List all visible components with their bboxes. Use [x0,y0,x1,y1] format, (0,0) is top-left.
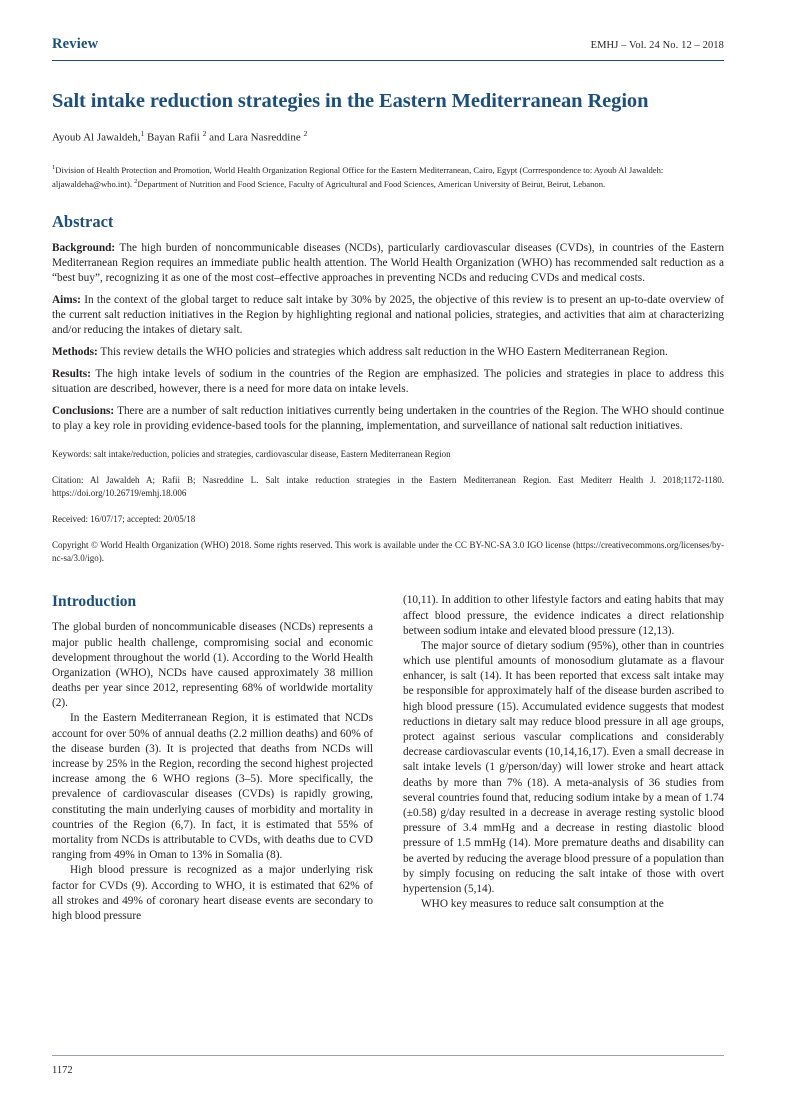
abstract-text-background: The high burden of noncommunicable diseases (NCDs), particularly cardiovascular diseases (CVDs), in countries of the Eastern Mediterranean Region requires an immediate public health attention. The World Health Organization (WHO) has recommended salt reduction as a “best buy”, recognizing it as one of the most cost–effective approaches in preventing NCDs and reducing CVDs and medical costs. [52,241,724,284]
body-column-right [403,593,724,924]
body-paragraph: The major source of dietary sodium (95%), other than in countries which use plentiful amounts of monosodium glutamate as a flavour enhancer, is salt (14). It has been reported that excess salt intake may be responsible for approximately half of the disease burden ascribed to high blood pressure (15). Accumulated evidence suggests that modest reductions in dietary salt may reduce blood pressure in all age groups, protect against serious vascular complications and considerably decrease cardiovascular events (10,14,16,17). Even a small decrease in salt intake levels (1 g/person/day) will lower stroke and heart attack deaths by more than 7% (18). A meta-analysis of 36 studies from several countries found that, reducing sodium intake by a mean of 1.74 (±0.58) g/day resulted in a decrease in average resting systolic blood pressure of 3.4 mmHg and a decrease in resting diastolic blood pressure of 1.5 mmHg (14). More premature deaths and disability can be averted by reducing the average blood pressure of a population than by simply focusing on reducing the salt intake of those with overt hypertension (5,14). [403,639,724,895]
abstract-text-aims: In the context of the global target to reduce salt intake by 30% by 2025, the objective of this review is to present an up-to-date overview of the current salt reduction initiatives in the Region by highlighting regional and national policies, strategies, and activities that aim at characterizing and/or reducing the intakes of dietary salt. [52,293,724,336]
abstract-text-methods: This review details the WHO policies and strategies which address salt reduction in the WHO Eastern Mediterranean Region. [97,345,668,358]
abstract-label-aims: Aims: [52,293,81,306]
abstract-paragraph-aims [52,293,724,338]
page-footer [52,1055,724,1076]
article-title: Salt intake reduction strategies in the Eastern Mediterranean Region [52,90,649,112]
abstract-label-methods: Methods: [52,345,98,358]
body-column-left [52,593,373,924]
body-paragraph: The global burden of noncommunicable diseases (NCDs) represents a major public health challenge, compromising social and economic development throughout the world (1). According to the World Health Organization (WHO), NCDs have caused approximately 38 million deaths per year since 2012, representing 68% of worldwide mortality (2). [52,621,373,710]
abstract-text-results: The high intake levels of sodium in the countries of the Region are emphasized. The policies and strategies in place to address this situation are described, however, there is a need for more data on intake levels. [52,367,724,395]
abstract-paragraph-conclusions [52,404,724,434]
abstract-label-results: Results: [52,367,91,380]
body-paragraph: In the Eastern Mediterranean Region, it is estimated that NCDs account for over 50% of annual deaths (2.2 million deaths) and 60% of the disease burden (3). It is projected that deaths from NCDs will increase by 25% in the Region, recording the second highest projected increase among the 6 WHO regions (3–5). More specifically, the prevalence of cardiovascular diseases (CVDs) is rapidly growing, constituting the main underlying causes of morbidity and mortality in countries of the Region (6,7). In fact, it is estimated that 55% of mortality from NCDs is attributable to CVDs, with deaths due to CVD ranging from 49% in Oman to 13% in Somalia (8). [52,712,373,862]
abstract-text-conclusions: There are a number of salt reduction initiatives currently being undertaken in the countries of the Region. The WHO should continue to play a key role in providing evidence-based tools for the planning, implementation, and surveillance of national salt reduction initiatives. [52,405,724,433]
page-number: 1172 [52,1065,73,1076]
body-paragraph: (10,11). In addition to other lifestyle factors and eating habits that may affect blood pressure, the evidence indicates a direct relationship between sodium intake and elevated blood pressure (12,13). [403,594,724,637]
running-head-section: Review [52,36,99,52]
copyright-notice: Copyright © World Health Organization (WHO) 2018. Some rights reserved. This work is available under the CC BY-NC-SA 3.0 IGO license (https://creativecommons.org/licenses/by-nc-sa/3.0/igo). [52,540,724,564]
page-content [52,36,724,924]
body-columns [52,593,724,924]
running-head-journal-issue: EMHJ – Vol. 24 No. 12 – 2018 [590,40,724,51]
body-paragraph: WHO key measures to reduce salt consumption at the [421,898,664,911]
body-paragraph: High blood pressure is recognized as a major underlying risk factor for CVDs (9). According to WHO, it is estimated that 62% of all strokes and 49% of coronary heart disease events are secondary to high blood pressure [52,864,373,922]
abstract-body [52,241,724,434]
running-head [52,36,724,61]
abstract-paragraph-results [52,367,724,397]
author-list: Ayoub Al Jawaldeh,$^1$ Bayan Rafii $^2$ and Lara Nasreddine $^2$ [52,128,308,144]
keywords: Keywords: salt intake/reduction, policies and strategies, cardiovascular disease, Eastern Mediterranean Region [52,449,451,460]
citation: Citation: Al Jawaldeh A; Rafii B; Nasreddine L. Salt intake reduction strategies in the Eastern Mediterranean Region. East Mediterr Health J. 2018;1172-1180. https://doi.org/10.26719/emhj.18.006 [52,475,724,499]
abstract-paragraph-background [52,241,724,286]
abstract-label-conclusions: Conclusions: [52,405,115,418]
abstract-paragraph-methods [52,345,724,360]
affiliations: $^1$Division of Health Protection and Promotion, World Health Organization Regional Office for the Eastern Mediterranean, Cairo, Egypt (Corrrespondence to: Ayoub Al Jawaldeh: aljawaldeha@who.int). $^2$Department of Nutrition and Food Science, Faculty of Agricultural and Food Sciences, American University of Beirut, Beirut, Lebanon. [52,164,664,189]
abstract-heading: Abstract [52,211,114,231]
abstract-label-background: Background: [52,241,116,254]
introduction-heading: Introduction [52,593,137,611]
received-accepted-dates: Received: 16/07/17; accepted: 20/05/18 [52,514,196,525]
